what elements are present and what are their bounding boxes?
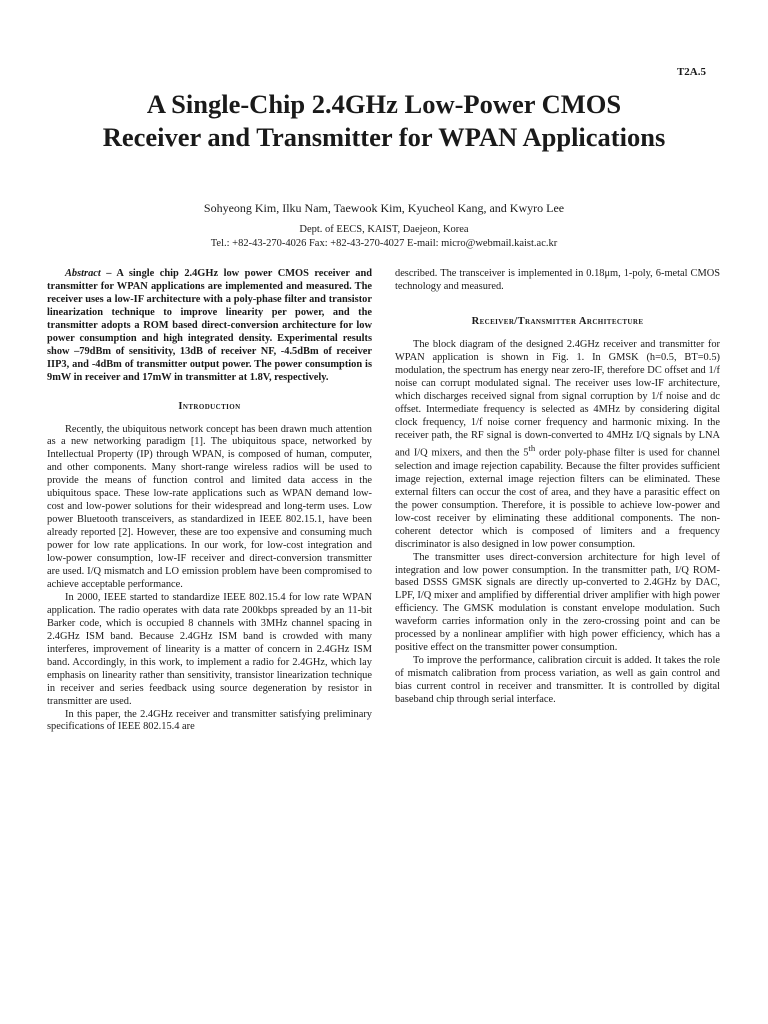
architecture-paragraph-1 [395, 339, 720, 552]
section-heading-architecture: Receiver/Transmitter Architecture [471, 315, 644, 327]
affiliation-dept: Dept. of EECS, KAIST, Daejeon, Korea [299, 224, 469, 235]
superscript-th: th [528, 443, 536, 454]
intro-paragraph-1: Recently, the ubiquitous network concept has been drawn much attention as a new networking paradigm [1]. The ubiquitous space, networked by Intellectual Property (IP) through WPAN, is composed of human, computer, and other components. Many short-range wireless radios will be used to provide the means of function control and limited data access in the ubiquitous space. These low-rate applications such as WPAN demand low-cost and low-power solutions for their widespread and long-term uses. Low power Bluetooth transceivers, as standardized in IEEE 802.15.1, have been already reported [2]. However, these are too expensive and consuming much power for low rate applications. In our work, for low-cost integration and low-power consumption, low-IF receiver and direct-conversion transmitter are used. I/Q mismatch and LO emission problem have been compromised to achieve acceptable performance. [47, 423, 372, 590]
intro-paragraph-3: In this paper, the 2.4GHz receiver and transmitter satisfying preliminary specifications of IEEE 802.15.4 are [47, 708, 372, 733]
architecture-paragraph-3: To improve the performance, calibration circuit is added. It takes the role of mismatch calibration from process variation, as well as gain control and bias current control in receiver and transmitter. It is controlled by digital baseband chip through serial interface. [395, 655, 720, 706]
intro-paragraph-2: In 2000, IEEE started to standardize IEEE 802.15.4 for low rate WPAN application. The radio operates with data rate 200kbps spreaded by an 11-bit Barker code, which is occupied 8 channels with 3MHz channel spacing in 2.4GHz ISM band. Because 2.4GHz ISM band is crowded with many interferes, improvement of linearity is a matter of concern in 2.4GHz ISM band. Accordingly, in this work, to implement a radio for 2.4GHz, which lay emphasis on linearity rather than sensitivity, transistor linearization technique in receiver and series feedback using source degeneration by resistor in transmitter are used. [47, 591, 372, 707]
abstract [47, 268, 372, 385]
abstract-label: Abstract [65, 268, 101, 279]
author-list: Sohyeong Kim, Ilku Nam, Taewook Kim, Kyucheol Kang, and Kwyro Lee [203, 201, 565, 215]
architecture-p1-part1: The block diagram of the designed 2.4GHz receiver and transmitter for WPAN application is shown in Fig. 1. In GMSK (h=0.5, BT=0.5) modulation, the spectrum has energy near zero-IF, therefore DC offset and 1/f noise can corrupt modulated signal. The receiver uses low-IF architecture, which discharges received signal from signal corruption by 1/f noise and dc offset. Intermediate frequency is selected as 4MHz by considering digital clock frequency, 1/f noise corner frequency and harmonic mixing. In the receiver path, the RF signal is down-converted to 4MHz I/Q signals by LNA and I/Q mixers, and then the 5 [395, 338, 720, 459]
abstract-text: – A single chip 2.4GHz low power CMOS receiver and transmitter for WPAN applications are implemented and measured. The receiver uses a low-IF architecture with a poly-phase filter and transistor linearization technique to improve linearity per power, and the transmitter adopts a ROM based direct-conversion architecture for low power consumption and high integrated density. Experimental results show –79dBm of sensitivity, 13dB of receiver NF, -4.5dBm of receiver IIP3, and -4dBm of transmitter output power. The power consumption is 9mW in receiver and 17mW in transmitter at 1.8V, respectively. [47, 268, 372, 383]
section-heading-introduction: Introduction [178, 400, 241, 412]
title-line-1: A Single-Chip 2.4GHz Low-Power CMOS [146, 89, 622, 119]
architecture-paragraph-2: The transmitter uses direct-conversion architecture for high level of integration and low power consumption. In the transmitter path, I/Q ROM-based DSSS GMSK signals are directly up-converted to 2.4GHz by DAC, LPF, I/Q mixer and amplified by differential driver amplifier with high power efficiency. The GMSK modulation is constant envelope modulation. Such waveform carries information only in the zero-crossing point and can be processed by a nonlinear amplifier with high power efficiency, which has a positive effect on the transmitter power consumption. [395, 551, 720, 654]
page-code: T2A.5 [676, 66, 706, 78]
affiliation [40, 223, 728, 251]
title-line-2: Receiver and Transmitter for WPAN Applications [102, 122, 666, 152]
architecture-p1-part2: order poly-phase filter is used for channel selection and image rejection capability. Because the filter provides sufficient image rejection, external image rejection filters can be eliminated. These external filters can occur the cost of area, and they have a parasitic effect on the power consumption. Therefore, it is possible to achieve low-power and low-cost receiver by eliminating these additional components. The non-coherent detector which is composed of limiters and a frequency discriminator is also designed in low power consumption. [395, 447, 720, 550]
right-column [395, 268, 720, 707]
left-column [47, 268, 372, 734]
continued-paragraph: described. The transceiver is implemented in 0.18μm, 1-poly, 6-metal CMOS technology and measured. [395, 268, 720, 292]
affiliation-contact: Tel.: +82-43-270-4026 Fax: +82-43-270-4027 E-mail: micro@webmail.kaist.ac.kr [210, 238, 558, 249]
paper-title [40, 88, 728, 154]
